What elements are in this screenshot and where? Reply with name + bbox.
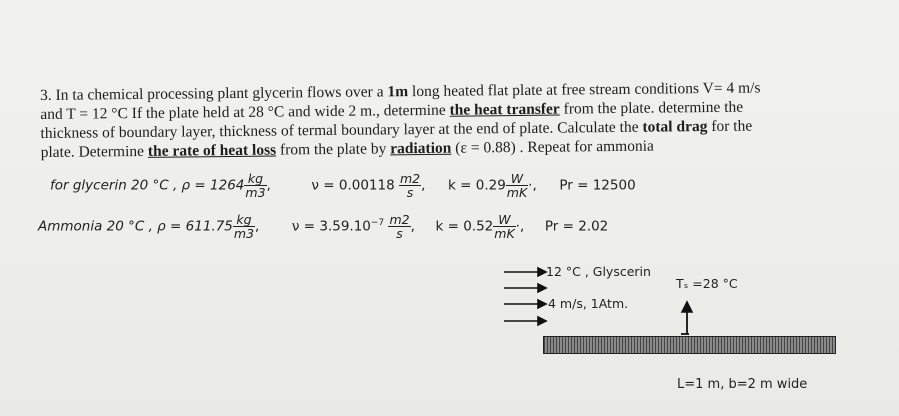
problem-line-1: 3. In ta chemical processing plant glycerin flows over a 1m long heated flat plate at free stream conditions V= 4 m/s bbox=[40, 79, 761, 104]
ammonia-conductivity-unit: $\frac{W}{mK}$ bbox=[494, 212, 515, 241]
ammonia-viscosity: ν = 3.59.10 bbox=[291, 218, 371, 235]
flow-arrowhead-4 bbox=[538, 317, 546, 325]
flow-arrowhead-2 bbox=[538, 284, 546, 292]
ammonia-properties: Ammonia 20 °C , ρ = 611.75 $\frac{kg}{m3}$ , $\nu = 3.59.10^{-7}$ $\frac{m2}{s}$ , k = 0.52 $\frac{W}{mK}$ ·, Pr = 2.02 bbox=[38, 212, 609, 241]
flow-speed-label: 4 m/s, 1Atm. bbox=[548, 296, 629, 311]
surface-temp-arrowhead bbox=[682, 302, 692, 312]
glycerin-conductivity: k = 0.29 bbox=[448, 177, 506, 194]
ammonia-density-unit: $\frac{kg}{m3}$ bbox=[233, 212, 255, 241]
glycerin-conductivity-unit: $\frac{W}{mK}$ bbox=[506, 171, 528, 200]
glycerin-properties: for glycerin 20 °C , ρ = 1264 $\frac{kg}{m3}$ , ν = 0.00118 $\frac{m2}{s}$ , k = 0.29 $\frac{W}{mK}$ ·, Pr = 12500 bbox=[50, 171, 636, 200]
glycerin-viscosity: ν = 0.00118 bbox=[311, 177, 395, 194]
glycerin-label: for glycerin 20 °C , ρ = 1264 bbox=[50, 177, 245, 194]
ammonia-label: Ammonia 20 °C , ρ = 611.75 bbox=[38, 218, 233, 235]
problem-line-3: thickness of boundary layer, thickness of termal boundary layer at the end of plate. Calculate the total drag for the bbox=[40, 117, 753, 142]
flow-temperature-label: 12 °C , Glyscerin bbox=[546, 264, 651, 279]
glycerin-viscosity-unit: $\frac{m2}{s}$ bbox=[399, 171, 421, 200]
flow-arrowhead-3 bbox=[538, 300, 546, 308]
glycerin-prandtl: Pr = 12500 bbox=[559, 177, 636, 194]
ammonia-conductivity: k = 0.52 bbox=[435, 218, 494, 235]
problem-number: 3. bbox=[40, 86, 52, 104]
ammonia-prandtl: Pr = 2.02 bbox=[544, 218, 609, 235]
glycerin-density-unit: $\frac{kg}{m3}$ bbox=[245, 171, 266, 200]
flow-arrowhead-1 bbox=[538, 268, 546, 276]
flat-plate bbox=[543, 336, 836, 354]
problem-line-2: and T = 12 °C If the plate held at 28 °C and wide 2 m., determine the heat transfer from the plate. determine the bbox=[40, 98, 744, 123]
plate-dimensions-label: L=1 m, b=2 m wide bbox=[677, 377, 808, 392]
ammonia-viscosity-unit: $\frac{m2}{s}$ bbox=[389, 212, 410, 241]
surface-temperature-label: Tₛ =28 °C bbox=[676, 276, 738, 291]
problem-line-4: plate. Determine the rate of heat loss from the plate by radiation (ε = 0.88) . Repeat for ammonia bbox=[40, 137, 654, 161]
